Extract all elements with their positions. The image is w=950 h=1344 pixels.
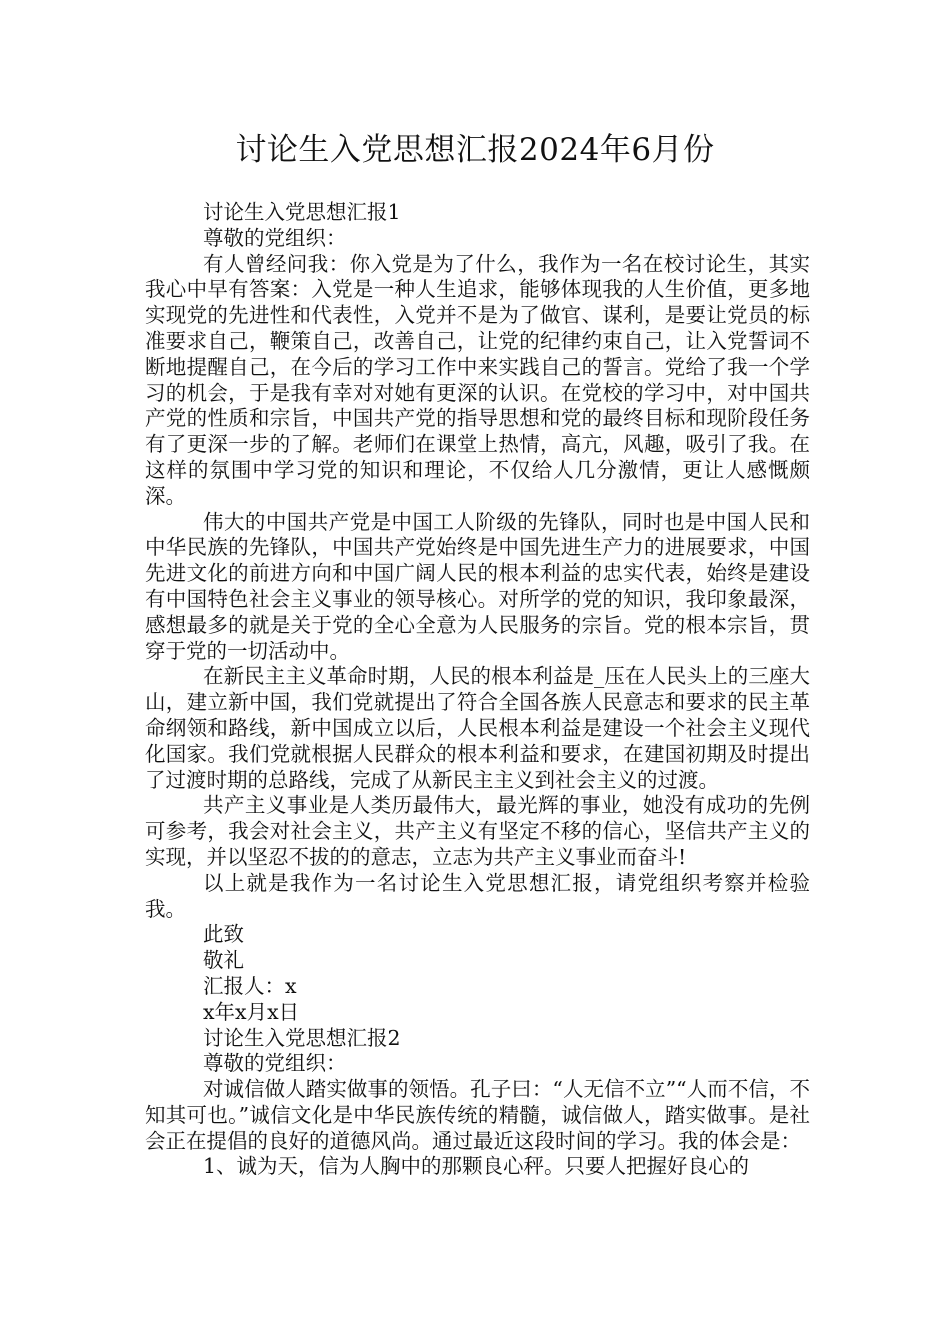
document-title: 讨论生入党思想汇报2024年6月份 [235,132,715,168]
body-paragraph: 共产主义事业是人类历最伟大，最光辉的事业，她没有成功的先例可参考，我会对社会主义，共产主义有坚定不移的信心，坚信共产主义的实现，并以坚忍不拔的的意志，立志为共产主义事业而奋斗! [145,793,810,869]
section-heading-2: 讨论生入党思想汇报2 [203,1025,401,1050]
salutation: 尊敬的党组织： [203,1051,347,1076]
body-paragraph: 1、诚为天，信为人胸中的那颗良心秤。只要人把握好良心的 [203,1154,750,1179]
body-paragraph: 伟大的中国共产党是中国工人阶级的先锋队，同时也是中国人民和中华民族的先锋队，中国共产党始终是中国先进生产力的进展要求，中国先进文化的前进方向和中国广阔人民的根本利益的忠实代表，始终是建设有中国特色社会主义事业的领导核心。对所学的党的知识，我印象最深，感想最多的就是关于党的全心全意为人民服务的宗旨。党的根本宗旨，贯穿于党的一切活动中。 [145,509,810,663]
body-paragraph: 对诚信做人踏实做事的领悟。孔子曰：“人无信不立”“人而不信，不知其可也。”诚信文化是中华民族传统的精髓，诚信做人，踏实做事。是社会正在提倡的良好的道德风尚。通过最近这段时间的学习。我的体会是： [145,1077,810,1153]
section-heading-1: 讨论生入党思想汇报1 [203,200,401,224]
salutation: 尊敬的党组织： [203,225,347,250]
closing-line: 敬礼 [203,948,244,973]
body-paragraph: 以上就是我作为一名讨论生入党思想汇报，请党组织考察并检验我。 [145,870,810,921]
document-body [145,200,810,1180]
body-paragraph: 在新民主主义革命时期，人民的根本利益是_压在人民头上的三座大山，建立新中国，我们党就提出了符合全国各族人民意志和要求的民主革命纲领和路线，新中国成立以后，人民根本利益是建设一个社会主义现代化国家。我们党就根据人民群众的根本利益和要求，在建国初期及时提出了过渡时期的总路线，完成了从新民主主义到社会主义的过渡。 [145,664,810,792]
closing-line: 此致 [203,922,244,947]
date-line: x年x月x日 [203,999,300,1024]
reporter-line: 汇报人：x [203,973,297,998]
body-paragraph: 有人曾经问我：你入党是为了什么，我作为一名在校讨论生，其实我心中早有答案：入党是一种人生追求，能够体现我的人生价值，更多地实现党的先进性和代表性，入党并不是为了做官、谋利，是要让党员的标准要求自己，鞭策自己，改善自己，让党的纪律约束自己，让入党誓词不断地提醒自己，在今后的学习工作中来实践自己的誓言。党给了我一个学习的机会，于是我有幸对对她有更深的认识。在党校的学习中，对中国共产党的性质和宗旨，中国共产党的指导思想和党的最终目标和现阶段任务有了更深一步的了解。老师们在课堂上热情，高亢，风趣，吸引了我。在这样的氛围中学习党的知识和理论，不仅给人几分激情，更让人感慨颇深。 [145,251,810,508]
